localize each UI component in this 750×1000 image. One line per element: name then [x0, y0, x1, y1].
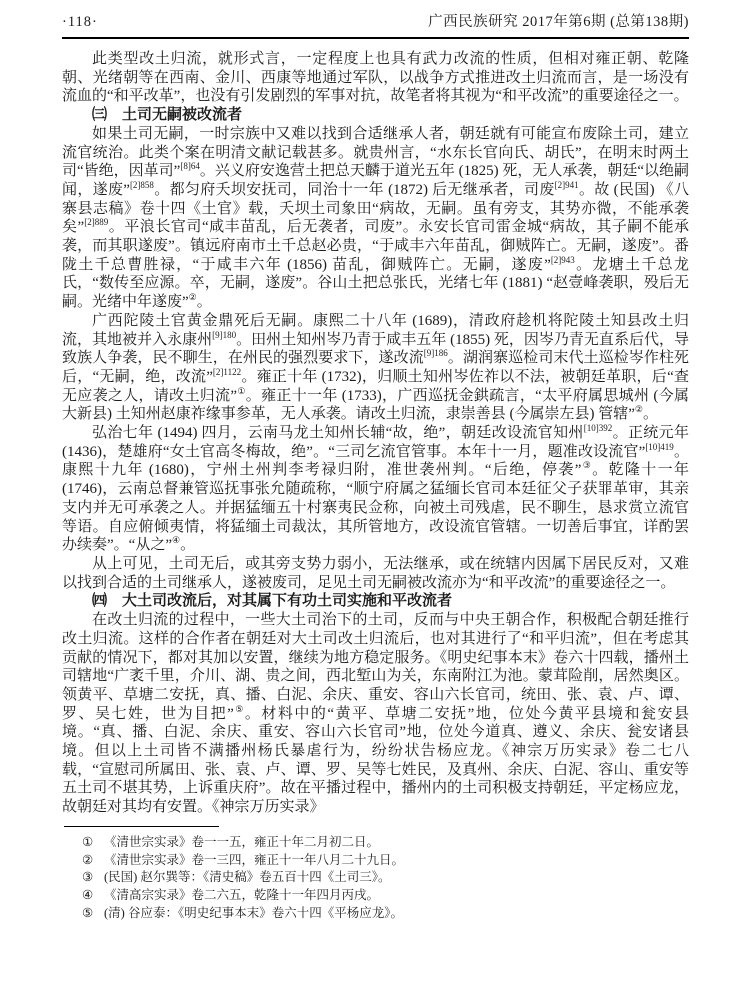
citation-marker: ⑤: [233, 703, 245, 714]
citation-marker: ②: [188, 292, 197, 303]
citation-marker: [2]1122: [212, 366, 242, 377]
footnote-marker: ②: [82, 852, 94, 867]
citation-marker: [8]64: [180, 161, 200, 172]
footnote-item: [62, 905, 689, 923]
section-heading: ㈢ 土司无嗣被改流者: [92, 106, 243, 124]
citation-marker: ①: [237, 385, 246, 396]
body-paragraph: 弘治七年 (1494) 四月，云南马龙土知州长辅“故，绝”，朝廷改设流官知州$^{[10]392}$。正统元年 (1436)，楚雄府“女土官高冬梅故，绝”。“三司乞流官管事。本年十一月，题准改设流官”$^{[10]419}$。康熙十九年 (1680)，宁州土州判李考禄归附，准世袭州判。“后绝，停袭”③。乾隆十一年 (1746)，云南总督兼管巡抚事张允随疏称，“顺宁府属之猛缅长官司本廷征父子获罪革审，其亲支内并无可承袭之人。并据猛缅五十村寨夷民佥称，向被土司残虐，民不聊生，恳求赏立流官等语。自应俯倾夷情，将猛缅土司裁汰，其所管地方，改设流官管辖。一切善后事宜，详酌罢办续奏”。“从之”④。: [62, 423, 689, 554]
footnote-text: 《清世宗实录》卷一一五，雍正十年二月初二日。: [104, 834, 380, 849]
footnote-item: [62, 887, 689, 905]
citation-marker: ③: [581, 460, 593, 471]
footnotes: [62, 834, 689, 923]
body-paragraph: 从上可见，土司无后，或其旁支势力弱小，无法继承，或在统辖内因属下居民反对，又难以找到合适的土司继承人，遂被废司，足见土司无嗣被改流亦为“和平改流”的重要途径之一。: [62, 555, 689, 591]
footnote-text: (清) 谷应泰：《明史纪事本末》卷六十四《平杨应龙》。: [104, 906, 403, 921]
footnote-marker: ④: [82, 888, 94, 903]
citation-marker: [2]889: [84, 217, 109, 228]
citation-marker: ②: [634, 404, 643, 415]
footnote-text: (民国) 赵尔巽等：《清史稿》卷五百十四《土司三》。: [104, 870, 391, 885]
section-heading: ㈣ 大土司改流后，对其属下有功土司实施和平改流者: [92, 592, 453, 610]
header-rule: [62, 37, 689, 39]
citation-marker: [10]419: [645, 441, 674, 452]
footnote-marker: ③: [82, 870, 94, 885]
footnote-marker: ①: [82, 834, 94, 849]
citation-marker: [2]858: [129, 179, 154, 190]
citation-marker: [2]943: [550, 254, 575, 265]
footnote-text: 《清高宗实录》卷二六五，乾隆十一年四月丙戌。: [104, 888, 380, 903]
citation-marker: [10]392: [583, 423, 613, 434]
body-paragraph: 广西陀陵土官黄金鼎死后无嗣。康熙二十八年 (1689)，清政府趁机将陀陵土知县改土归流，其地被并入永康州$^{[9]180}$。田州土知州岑乃青于咸丰五年 (1855) 死，因岑乃青无直系后代，导致族人争袭，民不聊生，在州民的强烈要求下，遂改流$^{[9]186}$。湖润寨巡检司末代土巡检岑作柱死后，“无嗣，绝，改流”$^{[2]1122}$。雍正十年 (1732)，归顺土知州岑佐祚以不法，被朝廷革职，后“查无应袭之人，请改土归流”①。雍正十一年 (1733)，广西巡抚金鉷疏言，“太平府属思城州 (今属大新县) 土知州赵康祚缘事参革，无人承袭。请改土归流，隶崇善县 (今属崇左县) 管辖”②。: [62, 312, 689, 423]
running-head: [62, 12, 689, 32]
footnote-item: [62, 834, 689, 852]
footnote-text: 《清世宗实录》卷一三四，雍正十一年八月二十九日。: [104, 852, 405, 867]
footnote-item: [62, 852, 689, 870]
citation-marker: ④: [171, 535, 181, 546]
journal-title: 广西民族研究 2017年第6期 (总第138期): [428, 14, 689, 30]
footnote-item: [62, 869, 689, 887]
footnote-marker: ⑤: [82, 906, 94, 921]
body-paragraph: 此类型改土归流，就形式言，一定程度上也具有武力改流的性质，但相对雍正朝、乾隆朝、光绪朝等在西南、金川、西康等地通过军队，以战争方式推进改土归流而言，是一场没有流血的“和平改革”，也没有引发剧烈的军事对抗，故笔者将其视为“和平改流”的重要途径之一。: [62, 51, 689, 105]
page-number: ·118·: [62, 14, 98, 30]
citation-marker: [2]941: [554, 179, 579, 190]
body-paragraph: 在改土归流的过程中，一些大土司治下的土司，反而与中央王朝合作，积极配合朝廷推行改土归流。这样的合作者在朝廷对大土司改土归流后，也对其进行了“和平归流”，但在考虑其贡献的情况下，都对其加以安置，继续为地方稳定服务。《明史纪事本末》卷六十四载，播州土司辖地“广袤千里，介川、湖、贵之间，西北堑山为关，东南附江为池。蒙茸险削，居然奥区。领黄平、草塘二安抚，真、播、白泥、余庆、重安、容山六长官司，统田、张、袁、卢、谭、罗、吴七姓，世为目把”⑤。材料中的“黄平、草塘二安抚”地，位处今黄平县境和瓮安县境。“真、播、白泥、余庆、重安、容山六长官司”地，位处今道真、遵义、余庆、瓮安诸县境。但以上土司皆不满播州杨氏暴虐行为，纷纷状告杨应龙。《神宗万历实录》卷二七八载，“宣慰司所属田、张、袁、卢、谭、罗、吴等七姓民，及真州、余庆、白泥、容山、重安等五土司不堪其势，上诉重庆府”。故在平播过程中，播州内的土司积极支持朝廷，平定杨应龙，故朝廷对其均有安置。《神宗万历实录》: [62, 612, 689, 816]
citation-marker: [9]186: [423, 348, 448, 359]
citation-marker: [9]180: [212, 329, 237, 340]
body-paragraph: 如果土司无嗣，一时宗族中又难以找到合适继承人者，朝廷就有可能宣布废除土司，建立流官统治。此类个案在明清文献记载甚多。就贵州言，“水东长官向氏、胡氏”，在明末时两土司“皆绝，因革司”$^{[8]64}$。兴义府安逸营土把总天麟于道光五年 (1825) 死，无人承袭，朝廷“以绝嗣闻，遂废”$^{[2]858}$。都匀府夭坝安抚司，同治十一年 (1872) 后无继承者，司废$^{[2]941}$。故 (民国) 《八寨县志稿》卷十四《土官》载，夭坝土司象田“病故，无嗣。虽有旁支，其势亦微，不能承袭矣”$^{[2]889}$。平浪长官司“咸丰苗乱，后无袭者，司废”。永安长官司雷金城“病故，其子嗣不能承袭，而其职遂废”。镇远府南市土千总赵必贵，“于咸丰六年苗乱，御贼阵亡。无嗣，遂废”。番陇土千总曹胜禄，“于咸丰六年 (1856) 苗乱，御贼阵亡。无嗣，遂废”$^{[2]943}$。龙塘土千总龙氏，“数传至应源。卒，无嗣，遂废”。谷山土把总张氏，光绪七年 (1881) “赵壹峰袭职，殁后无嗣。光绪中年遂废”②。: [62, 125, 689, 311]
article-body: [62, 50, 689, 817]
footnote-separator: [64, 826, 219, 827]
